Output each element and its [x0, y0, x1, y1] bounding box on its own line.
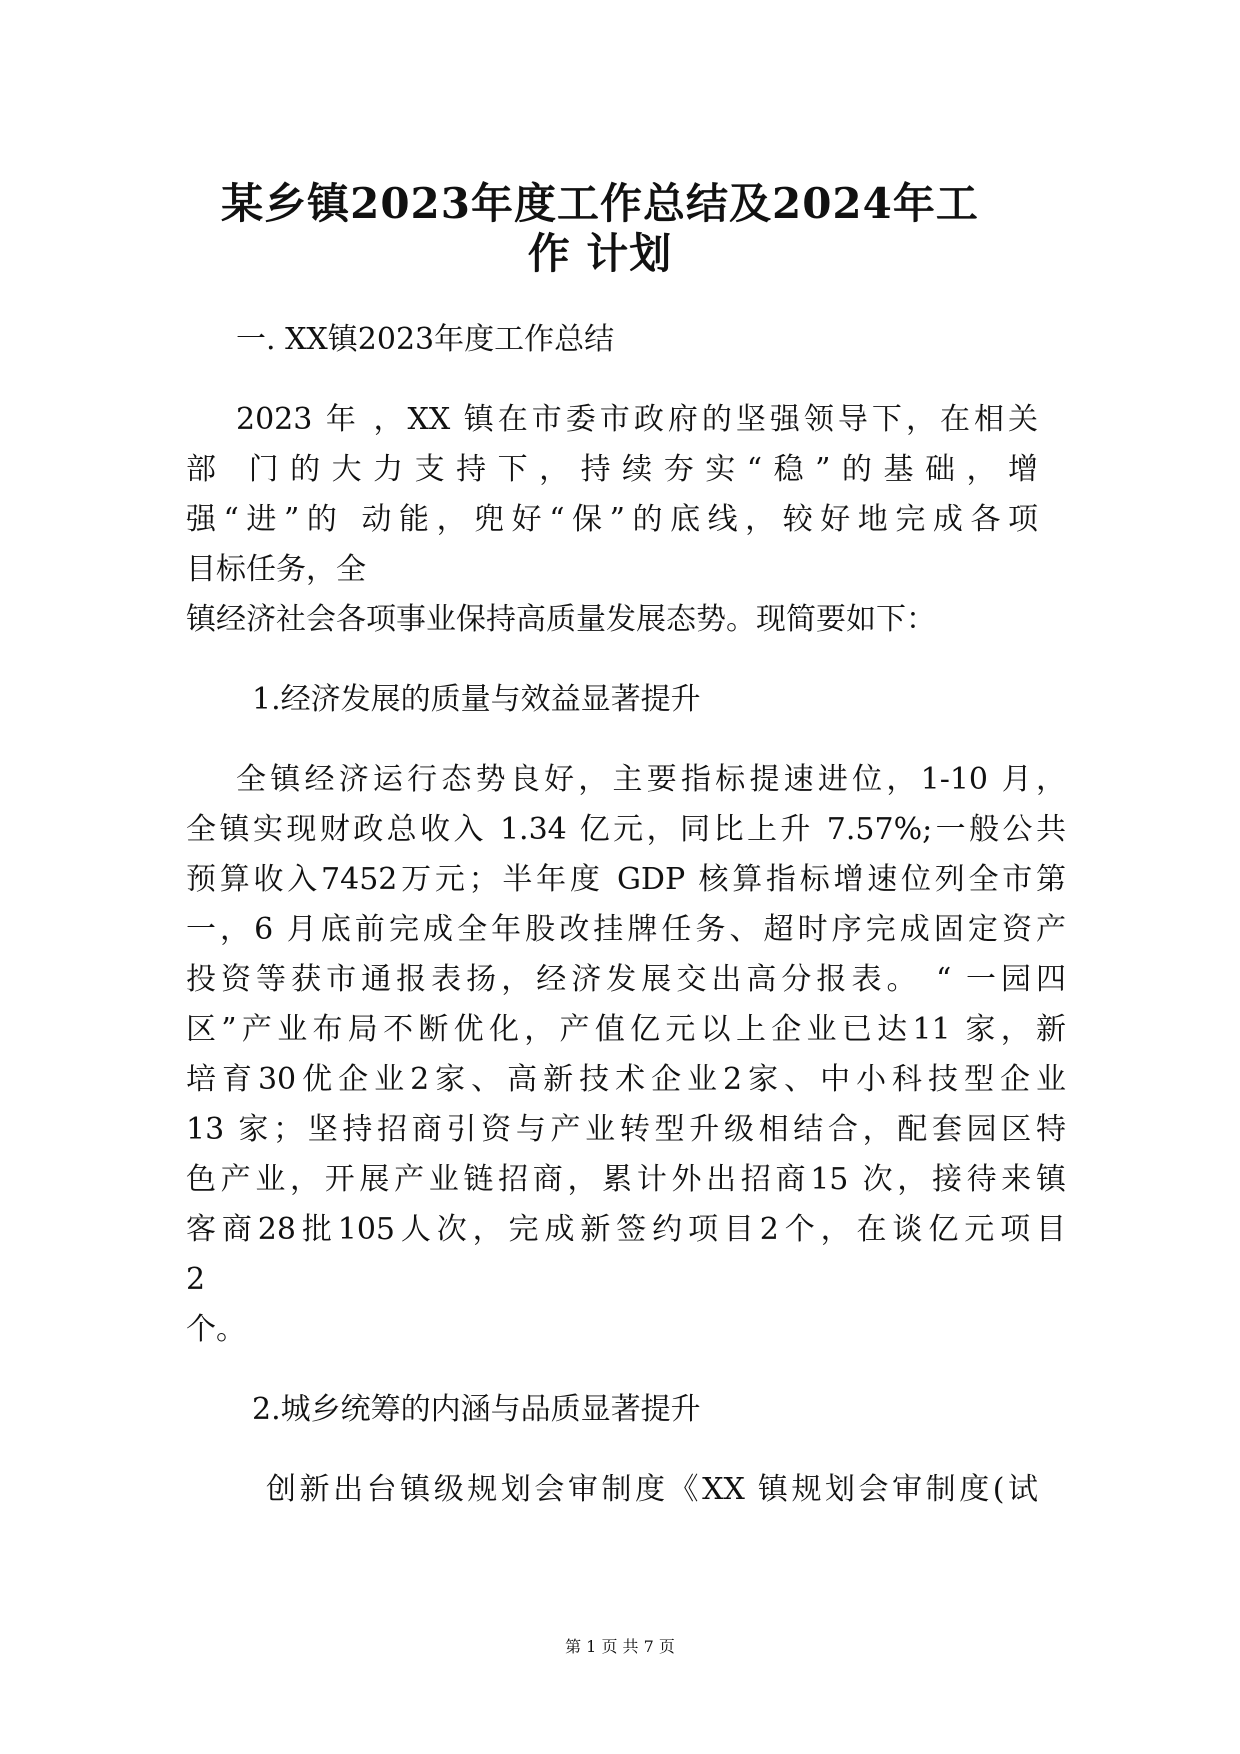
paragraph-line: 预算收入7452万元；半年度 GDP 核算指标增速位列全市第 [186, 862, 1066, 897]
paragraph-line: 投资等获市通报表扬，经济发展交出高分报表。 “ 一园四 [186, 962, 1066, 997]
paragraph-line: 13 家；坚持招商引资与产业转型升级相结合，配套园区特 [186, 1112, 1066, 1147]
paragraph-line: 2023 年 ，XX 镇在市委市政府的坚强领导下，在相关 [236, 402, 1038, 437]
paragraph-line: 目标任务，全 [186, 552, 366, 587]
paragraph-line: 创新出台镇级规划会审制度《XX 镇规划会审制度(试 [266, 1472, 1038, 1507]
paragraph-line: 强“进”的 动能，兜好“保”的底线，较好地完成各项 [186, 502, 1038, 537]
paragraph-line: 镇经济社会各项事业保持高质量发展态势。现简要如下： [186, 602, 936, 637]
section-heading: 一. XX镇2023年度工作总结 [236, 322, 615, 357]
page-footer: 第 1 页 共 7 页 [565, 1637, 675, 1656]
paragraph-line: 一，6 月底前完成全年股改挂牌任务、超时序完成固定资产 [186, 912, 1066, 947]
paragraph-line: 部 门的大力支持下，持续夯实“稳”的基础，增 [186, 452, 1038, 487]
paragraph-line: 培育30优企业2家、高新技术企业2家、中小科技型企业 [186, 1062, 1066, 1097]
paragraph-line: 色产业，开展产业链招商，累计外出招商15 次，接待来镇 [186, 1162, 1066, 1197]
paragraph-line: 区”产业布局不断优化，产值亿元以上企业已达11 家，新 [186, 1012, 1066, 1047]
paragraph-line: 全镇实现财政总收入 1.34 亿元，同比上升 7.57%;一般公共 [186, 812, 1066, 847]
paragraph-line: 客商28批105人次，完成新签约项目2个，在谈亿元项目 [186, 1212, 1066, 1247]
document-title-line-2: 作 计划 [527, 229, 673, 278]
subsection-heading: 1.经济发展的质量与效益显著提升 [252, 682, 701, 717]
paragraph-line: 个。 [186, 1312, 246, 1347]
document-title-line-1: 某乡镇2023年度工作总结及2024年工 [221, 179, 979, 228]
paragraph-line: 2 [186, 1262, 206, 1297]
paragraph-line: 全镇经济运行态势良好，主要指标提速进位，1-10 月， [236, 762, 1066, 797]
subsection-heading: 2.城乡统筹的内涵与品质显著提升 [252, 1392, 701, 1427]
